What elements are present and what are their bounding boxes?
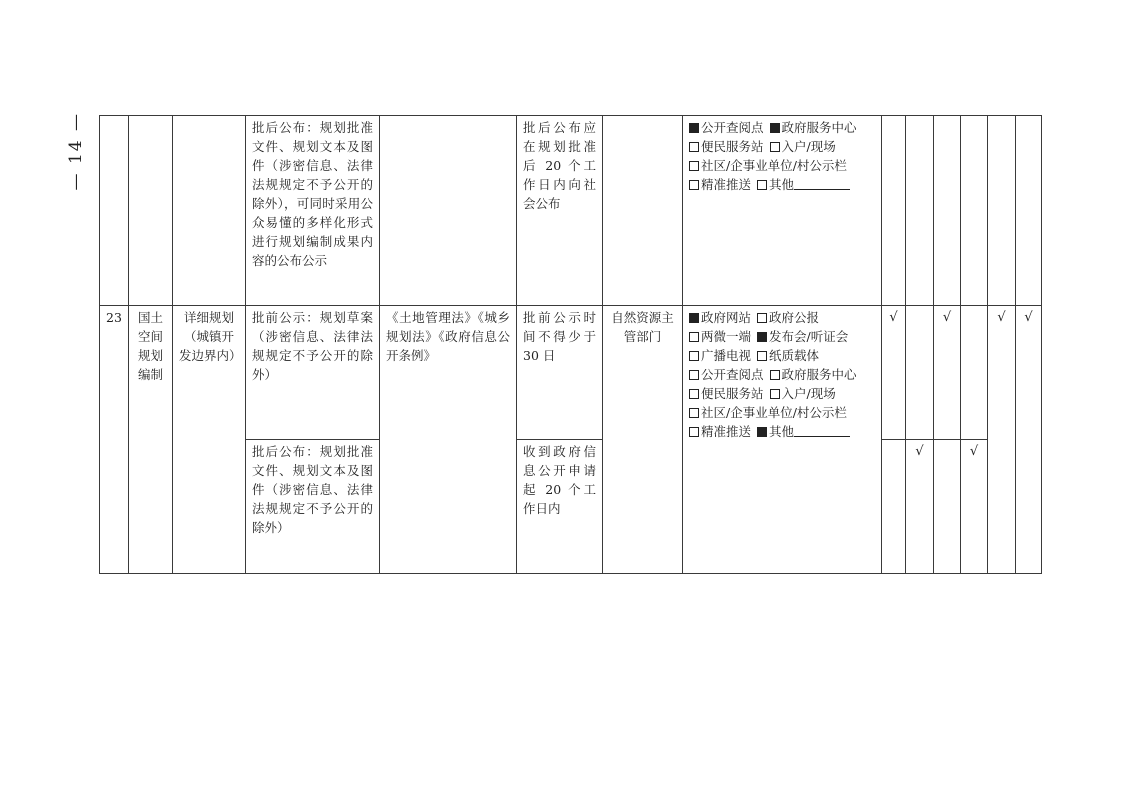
channel-option — [689, 386, 764, 401]
channel-option — [757, 310, 819, 325]
channel-label: 其他 — [769, 424, 795, 439]
cell-publish-content: 批后公布：规划批准文件、规划文本及图件（涉密信息、法律法规规定不予公开的除外），可同时采用公众易懂的多样化形式进行规划编制成果内容的公布公示 — [246, 116, 380, 306]
tick-cell: √ — [906, 440, 934, 574]
channel-option — [689, 367, 764, 382]
channel-label: 政府网站 — [701, 310, 752, 325]
cell-channels — [683, 306, 882, 574]
channel-line — [689, 422, 875, 441]
channel-label: 社区/企事业单位/村公示栏 — [701, 158, 847, 173]
cell-time-limit: 批后公布应在规划批准后 20 个工作日内向社会公布 — [517, 116, 603, 306]
unchecked-box-icon — [689, 332, 699, 342]
channel-option — [689, 329, 751, 344]
tick-cell: √ — [961, 440, 988, 574]
channel-option — [689, 405, 847, 420]
channel-option — [757, 348, 819, 363]
cell-department — [603, 116, 683, 306]
unchecked-box-icon — [770, 142, 780, 152]
channel-label: 入户/现场 — [781, 139, 836, 154]
channel-label: 精准推送 — [701, 424, 752, 439]
unchecked-box-icon — [770, 370, 780, 380]
channel-label: 其他 — [769, 177, 795, 192]
cell-item — [173, 116, 246, 306]
channel-label: 便民服务站 — [701, 386, 764, 401]
unchecked-box-icon — [757, 180, 767, 190]
channel-label: 纸质载体 — [769, 348, 820, 363]
channel-label: 政府公报 — [769, 310, 820, 325]
cell-channels — [683, 116, 882, 306]
unchecked-box-icon — [689, 180, 699, 190]
tick-cell — [961, 116, 988, 306]
tick-cell — [1016, 116, 1042, 306]
channel-option — [689, 310, 751, 325]
table-row — [100, 306, 1042, 440]
channel-label: 发布会/听证会 — [769, 329, 849, 344]
channel-label: 政府服务中心 — [781, 367, 857, 382]
unchecked-box-icon — [689, 161, 699, 171]
channel-label: 政府服务中心 — [781, 120, 857, 135]
tick-cell: √ — [1016, 306, 1042, 574]
unchecked-box-icon — [757, 351, 767, 361]
tick-cell — [906, 116, 934, 306]
unchecked-box-icon — [689, 351, 699, 361]
checked-box-icon — [757, 427, 767, 437]
checked-box-icon — [689, 313, 699, 323]
cell-item: 详细规划（城镇开发边界内） — [173, 306, 246, 574]
unchecked-box-icon — [689, 427, 699, 437]
channel-option — [689, 348, 751, 363]
fill-in-blank — [794, 178, 850, 190]
tick-cell — [906, 306, 934, 440]
channel-line — [689, 327, 875, 346]
channel-label: 两微一端 — [701, 329, 752, 344]
unchecked-box-icon — [689, 370, 699, 380]
channel-option — [757, 329, 848, 344]
channel-line — [689, 175, 875, 194]
cell-category — [129, 116, 173, 306]
channel-option — [770, 386, 836, 401]
tick-cell — [988, 116, 1016, 306]
checked-box-icon — [757, 332, 767, 342]
tick-cell: √ — [988, 306, 1016, 574]
channel-label: 精准推送 — [701, 177, 752, 192]
unchecked-box-icon — [689, 389, 699, 399]
tick-cell — [934, 116, 961, 306]
channel-label: 公开查阅点 — [701, 367, 764, 382]
unchecked-box-icon — [689, 408, 699, 418]
tick-cell — [882, 440, 906, 574]
channel-line — [689, 156, 875, 175]
channel-option — [770, 139, 836, 154]
channel-option — [770, 120, 857, 135]
tick-cell: √ — [934, 306, 961, 440]
cell-time-limit: 批前公示时间不得少于 30 日 — [517, 306, 603, 440]
channel-label: 广播电视 — [701, 348, 752, 363]
channel-label: 社区/企事业单位/村公示栏 — [701, 405, 847, 420]
channel-option — [689, 158, 847, 173]
channel-option — [757, 177, 850, 192]
channel-option — [689, 120, 764, 135]
channel-option — [689, 177, 751, 192]
cell-category: 国土空间规划编制 — [129, 306, 173, 574]
cell-number: 23 — [100, 306, 129, 574]
unchecked-box-icon — [770, 389, 780, 399]
tick-cell — [934, 440, 961, 574]
channel-line — [689, 346, 875, 365]
channel-option — [757, 424, 850, 439]
tick-cell: √ — [882, 306, 906, 440]
tick-cell — [882, 116, 906, 306]
disclosure-table — [99, 115, 1042, 574]
channel-line — [689, 403, 875, 422]
channel-option — [689, 139, 764, 154]
channel-label: 入户/现场 — [781, 386, 836, 401]
cell-basis — [380, 116, 517, 306]
fill-in-blank — [794, 425, 850, 437]
cell-number — [100, 116, 129, 306]
cell-basis: 《土地管理法》《城乡规划法》《政府信息公开条例》 — [380, 306, 517, 574]
channel-option — [770, 367, 857, 382]
channel-line — [689, 308, 875, 327]
channel-option — [689, 424, 751, 439]
channel-line — [689, 384, 875, 403]
table-row — [100, 116, 1042, 306]
unchecked-box-icon — [757, 313, 767, 323]
tick-cell — [961, 306, 988, 440]
unchecked-box-icon — [689, 142, 699, 152]
checked-box-icon — [689, 123, 699, 133]
cell-time-limit: 收到政府信息公开申请起 20 个工作日内 — [517, 440, 603, 574]
checked-box-icon — [770, 123, 780, 133]
channel-line — [689, 365, 875, 384]
channel-line — [689, 118, 875, 137]
channel-line — [689, 137, 875, 156]
cell-department: 自然资源主管部门 — [603, 306, 683, 574]
cell-publish-content: 批后公布：规划批准文件、规划文本及图件（涉密信息、法律法规规定不予公开的除外） — [246, 440, 380, 574]
page-number: — 14 — — [66, 112, 86, 191]
channel-label: 公开查阅点 — [701, 120, 764, 135]
cell-publish-content: 批前公示：规划草案（涉密信息、法律法规规定不予公开的除外） — [246, 306, 380, 440]
channel-label: 便民服务站 — [701, 139, 764, 154]
